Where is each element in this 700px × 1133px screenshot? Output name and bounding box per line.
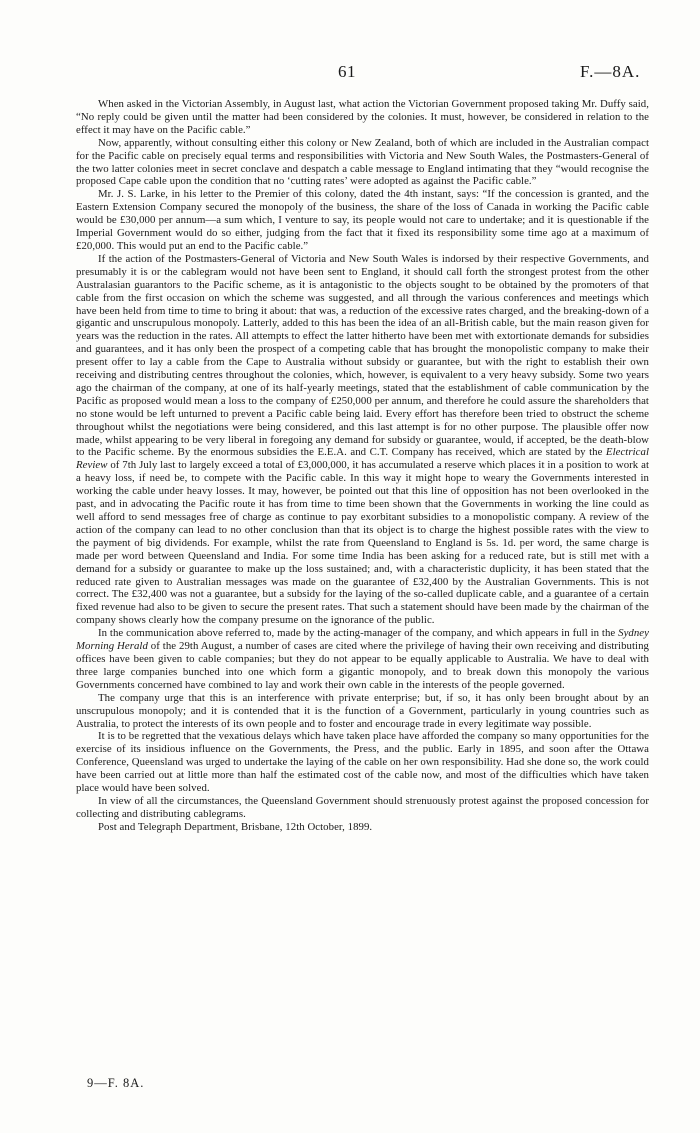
paragraph-3: Mr. J. S. Larke, in his letter to the Premier of this colony, dated the 4th instant, says: “If the concession is granted, and the Eastern Extension Company secured the monopoly of the business, the share of the loss of Canada in working the Pacific cable would be £30,000 per annum—a sum which, I venture to say, its people would not care to undertake; and it is questionable if the Imperial Government would do so either, judging from the fact that it fixed its responsibility some time ago at a maximum of £20,000. This would put an end to the Pacific cable.” (76, 188, 649, 252)
page-number: 61 (338, 62, 356, 81)
paragraph-4-text-b: of 7th July last to largely exceed a total of £3,000,000, it has accumulated a reserve which places it in a position to work at a heavy loss, if need be, to compete with the Pacific cable. In this way it might hope to weary the Governments interested in working the cable under heavy losses. It may, however, be pointed out that this line of opposition has not been overlooked in the past, and in advocating the Pacific route it has from time to time been shown that the Governments in working the line could as well afford to send messages free of charge as continue to pay exorbitant subsidies to a monopolistic company. A review of the action of the company can lead to no other conclusion than that its object is to charge the highest possible rates with the view to the payment of big dividends. For example, whilst the rate from Queensland to England is 5s. 1d. per word, the same charge is made per word between Queensland and India. For some time India has been asking for a reduced rate, but is still met with a demand for a subsidy or guarantee to make up the loss sustained; and, with a characteristic duplicity, it has been stated that the reduced rate given to Australian messages was made on the guarantee of £32,400 by the Australian Governments. This is not correct. The £32,400 was not a guarantee, but a subsidy for the laying of the so-called duplicate cable, and a guarantee of a certain fixed revenue had also to be given to secure the present rates. That such a statement should have been made by the chairman of the company shows clearly how the company presume on the ignorance of the public. (76, 459, 649, 627)
document-body (76, 98, 649, 834)
paragraph-4 (76, 253, 649, 627)
paragraph-8: In view of all the circumstances, the Queensland Government should strenuously protest against the proposed concession for collecting and distributing cablegrams. (76, 794, 649, 820)
paragraph-1: When asked in the Victorian Assembly, in August last, what action the Victorian Government proposed taking Mr. Duffy said, “No reply could be given until the matter had been considered by the colonies. It must, however, be considered in relation to the effect it may have on the Pacific cable.” (76, 98, 649, 136)
paragraph-6: The company urge that this is an interference with private enterprise; but, if so, it has only been brought about by an unscrupulous monopoly; and it is contended that it is the function of a Government, particularly in young countries such as Australia, to protect the interests of its own people and to foster and encourage trade in every legitimate way possible. (76, 691, 649, 730)
paragraph-4-text-a: If the action of the Postmasters-General of Victoria and New South Wales is indorsed by their respective Governments, and presumably it is or the cablegram would not have been sent to England, it should call forth the strongest protest from the other Australasian guarantors to the Pacific scheme, as it is antagonistic to the objects sought to be obtained by the promoters of that cable from the first occasion on which the scheme was suggested, and all through the various conferences and meetings which have been held from time to time to bring it about: that was, a reduction of the excessive rates charged, and the breaking-down of a gigantic and unscrupulous monopoly. Latterly, added to this has been the idea of an all-British cable, but the main reason given for years was the reduction in the rates. All attempts to effect the latter hitherto have been met with extortionate demands for subsidies and guarantees, and it has only been the prospect of a competing cable that has brought the monopolistic company to make their present offer to lay a cable from the Cape to Australia without subsidy or guarantee, but with the right to establish their own receiving and distributing centres throughout the colonies, which, however, is equivalent to a very heavy subsidy. Some two years ago the chairman of the company, at one of its half-yearly meetings, stated that the establishment of cable communication by the Pacific as proposed would mean a loss to the company of £250,000 per annum, and therefore he could assure the shareholders that no stone would be left unturned to prevent a Pacific cable being laid. Every effort has therefore been tried to obstruct the scheme throughout whilst the negotiations were being considered, and this last attempt is for no other purpose. The plausible offer now made, whilst appearing to be very liberal in foregoing any demand for subsidy or guarantee, would, if accepted, be the death-blow to the Pacific scheme. By the enormous subsidies the E.E.A. and C.T. Company has received, which are stated by the (76, 252, 649, 459)
paragraph-2: Now, apparently, without consulting either this colony or New Zealand, both of which are included in the Australian compact for the Pacific cable on precisely equal terms and responsibilities with Victoria and New South Wales, the Postmasters-General of the two latter colonies meet in secret conclave and despatch a cable message to England intimating that they “would recognise the proposed Cape cable upon the condition that no ‘cutting rates’ were adopted as against the Pacific cable.” (76, 136, 649, 188)
paragraph-7: It is to be regretted that the vexatious delays which have taken place have afforded the company so many opportunities for the exercise of its insidious influence on the Governments, the Press, and the public. Early in 1895, and soon after the Ottawa Conference, Queensland was urged to undertake the laying of the cable on her own responsibility. Had she done so, the work could have been carried out at little more than half the estimated cost of the cable now, and most of the difficulties which have taken place would have been solved. (76, 730, 649, 795)
paragraph-5-italic-title: Sydney Morning Herald (76, 627, 649, 653)
paragraph-5 (76, 627, 649, 692)
paragraph-5-text-a: In the communication above referred to, made by the acting-manager of the company, and which appears in full in the (98, 627, 619, 640)
paragraph-5-text-b: of the 29th August, a number of cases are cited where the privilege of having their own receiving and distributing offices have been given to cable companies; but they do not appear to be equally applicable to Australia. We have to deal with three large companies bunched into one which form a gigantic monopoly, and to break down this monopoly the various Governments concerned have combined to lay and work their own cable in the interests of the people governed. (76, 640, 649, 691)
document-reference: F.—8A. (580, 62, 641, 81)
paragraph-4-italic-title: Electrical Review (76, 446, 649, 472)
signature-line: Post and Telegraph Department, Brisbane, 12th October, 1899. (98, 820, 373, 833)
signature-mark: 9—F. 8A. (87, 1076, 145, 1090)
page-header (0, 62, 700, 88)
